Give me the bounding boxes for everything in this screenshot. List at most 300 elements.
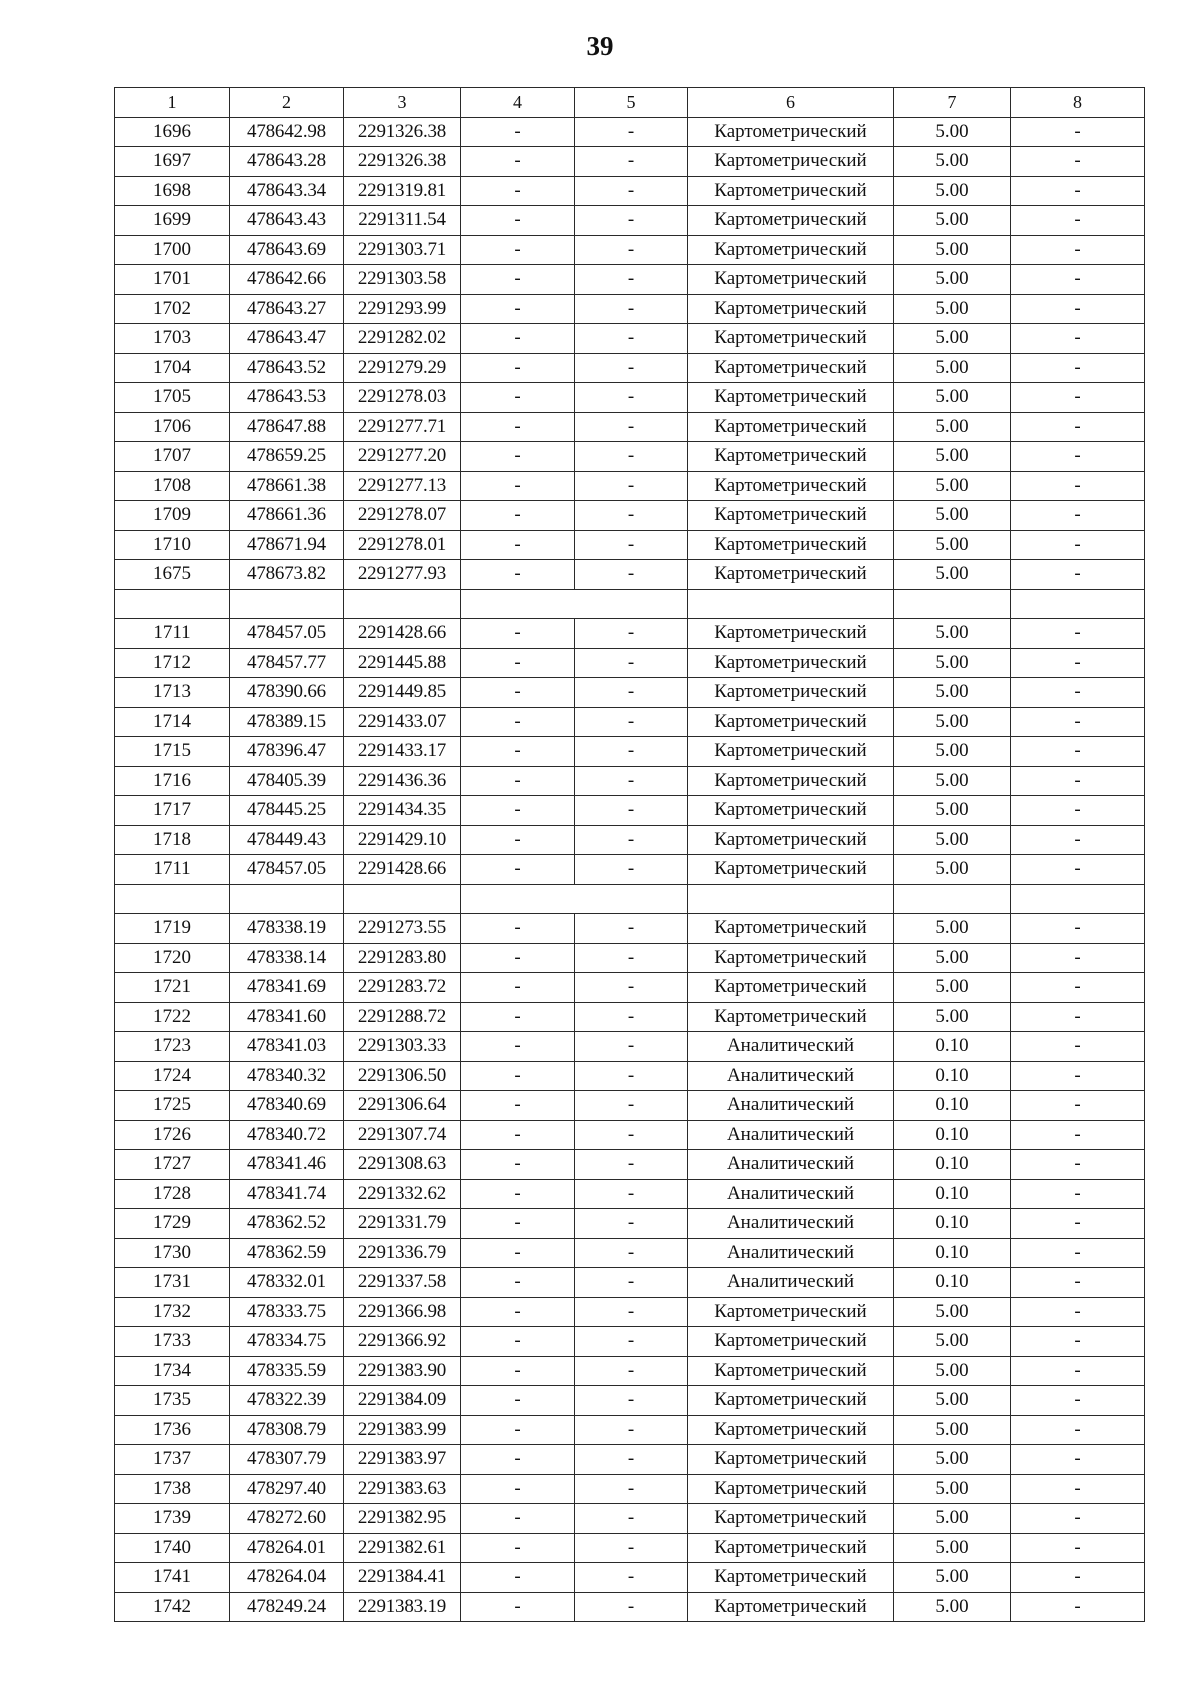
column-5-cell: - — [575, 1091, 688, 1121]
x-coordinate-cell: 478272.60 — [230, 1504, 344, 1534]
separator-row — [115, 589, 1145, 619]
accuracy-cell: 5.00 — [894, 1445, 1011, 1475]
column-4-cell: - — [461, 1091, 575, 1121]
y-coordinate-cell: 2291306.50 — [344, 1061, 461, 1091]
table-row — [115, 442, 1145, 472]
empty-cell — [230, 589, 344, 619]
column-8-cell: - — [1011, 1297, 1145, 1327]
accuracy-cell: 5.00 — [894, 412, 1011, 442]
y-coordinate-cell: 2291303.33 — [344, 1032, 461, 1062]
empty-cell — [1011, 589, 1145, 619]
column-8-cell: - — [1011, 294, 1145, 324]
table-row — [115, 1061, 1145, 1091]
column-5-cell: - — [575, 147, 688, 177]
point-number-cell: 1718 — [115, 825, 230, 855]
point-number-cell: 1736 — [115, 1415, 230, 1445]
table-row — [115, 501, 1145, 531]
column-8-cell: - — [1011, 648, 1145, 678]
x-coordinate-cell: 478671.94 — [230, 530, 344, 560]
y-coordinate-cell: 2291383.63 — [344, 1474, 461, 1504]
point-number-cell: 1741 — [115, 1563, 230, 1593]
point-number-cell: 1737 — [115, 1445, 230, 1475]
table-header — [115, 88, 1145, 118]
accuracy-cell: 5.00 — [894, 855, 1011, 885]
column-5-cell: - — [575, 324, 688, 354]
header-cell: 8 — [1011, 88, 1145, 118]
accuracy-cell: 5.00 — [894, 1592, 1011, 1622]
column-5-cell: - — [575, 1592, 688, 1622]
y-coordinate-cell: 2291278.03 — [344, 383, 461, 413]
table-row — [115, 648, 1145, 678]
x-coordinate-cell: 478335.59 — [230, 1356, 344, 1386]
accuracy-cell: 5.00 — [894, 206, 1011, 236]
point-number-cell: 1709 — [115, 501, 230, 531]
point-number-cell: 1705 — [115, 383, 230, 413]
accuracy-cell: 0.10 — [894, 1209, 1011, 1239]
column-8-cell: - — [1011, 973, 1145, 1003]
column-5-cell: - — [575, 1445, 688, 1475]
method-cell: Картометрический — [688, 442, 894, 472]
accuracy-cell: 5.00 — [894, 678, 1011, 708]
point-number-cell: 1714 — [115, 707, 230, 737]
column-4-cell: - — [461, 678, 575, 708]
y-coordinate-cell: 2291293.99 — [344, 294, 461, 324]
table-row — [115, 1120, 1145, 1150]
table-row — [115, 914, 1145, 944]
x-coordinate-cell: 478264.01 — [230, 1533, 344, 1563]
table-row — [115, 1209, 1145, 1239]
column-5-cell: - — [575, 1504, 688, 1534]
x-coordinate-cell: 478341.46 — [230, 1150, 344, 1180]
point-number-cell: 1712 — [115, 648, 230, 678]
point-number-cell: 1697 — [115, 147, 230, 177]
y-coordinate-cell: 2291282.02 — [344, 324, 461, 354]
point-number-cell: 1725 — [115, 1091, 230, 1121]
column-4-cell: - — [461, 206, 575, 236]
y-coordinate-cell: 2291303.71 — [344, 235, 461, 265]
column-5-cell: - — [575, 1209, 688, 1239]
method-cell: Картометрический — [688, 294, 894, 324]
accuracy-cell: 5.00 — [894, 973, 1011, 1003]
point-number-cell: 1704 — [115, 353, 230, 383]
y-coordinate-cell: 2291283.80 — [344, 943, 461, 973]
header-cell: 4 — [461, 88, 575, 118]
column-8-cell: - — [1011, 1533, 1145, 1563]
y-coordinate-cell: 2291283.72 — [344, 973, 461, 1003]
table-row — [115, 1032, 1145, 1062]
column-4-cell: - — [461, 1268, 575, 1298]
y-coordinate-cell: 2291449.85 — [344, 678, 461, 708]
method-cell: Картометрический — [688, 353, 894, 383]
column-4-cell: - — [461, 1474, 575, 1504]
method-cell: Аналитический — [688, 1091, 894, 1121]
x-coordinate-cell: 478642.66 — [230, 265, 344, 295]
column-4-cell: - — [461, 265, 575, 295]
column-4-cell: - — [461, 412, 575, 442]
column-4-cell: - — [461, 1592, 575, 1622]
accuracy-cell: 5.00 — [894, 530, 1011, 560]
table-row — [115, 176, 1145, 206]
x-coordinate-cell: 478396.47 — [230, 737, 344, 767]
x-coordinate-cell: 478389.15 — [230, 707, 344, 737]
column-8-cell: - — [1011, 383, 1145, 413]
column-5-cell: - — [575, 294, 688, 324]
y-coordinate-cell: 2291308.63 — [344, 1150, 461, 1180]
method-cell: Аналитический — [688, 1061, 894, 1091]
table-row — [115, 560, 1145, 590]
method-cell: Картометрический — [688, 1297, 894, 1327]
accuracy-cell: 5.00 — [894, 176, 1011, 206]
y-coordinate-cell: 2291307.74 — [344, 1120, 461, 1150]
accuracy-cell: 0.10 — [894, 1091, 1011, 1121]
column-4-cell: - — [461, 1504, 575, 1534]
method-cell: Картометрический — [688, 324, 894, 354]
table-row — [115, 294, 1145, 324]
header-cell: 7 — [894, 88, 1011, 118]
column-8-cell: - — [1011, 265, 1145, 295]
accuracy-cell: 5.00 — [894, 943, 1011, 973]
column-8-cell: - — [1011, 1150, 1145, 1180]
table-row — [115, 973, 1145, 1003]
column-5-cell: - — [575, 1002, 688, 1032]
column-4-cell: - — [461, 1297, 575, 1327]
y-coordinate-cell: 2291429.10 — [344, 825, 461, 855]
y-coordinate-cell: 2291288.72 — [344, 1002, 461, 1032]
column-4-cell: - — [461, 1238, 575, 1268]
method-cell: Аналитический — [688, 1032, 894, 1062]
column-8-cell: - — [1011, 825, 1145, 855]
column-5-cell: - — [575, 1386, 688, 1416]
column-4-cell: - — [461, 1356, 575, 1386]
column-4-cell: - — [461, 1415, 575, 1445]
column-4-cell: - — [461, 1386, 575, 1416]
table-row — [115, 117, 1145, 147]
method-cell: Картометрический — [688, 973, 894, 1003]
column-5-cell: - — [575, 766, 688, 796]
table-row — [115, 1297, 1145, 1327]
method-cell: Картометрический — [688, 737, 894, 767]
y-coordinate-cell: 2291278.07 — [344, 501, 461, 531]
x-coordinate-cell: 478362.59 — [230, 1238, 344, 1268]
column-8-cell: - — [1011, 678, 1145, 708]
point-number-cell: 1702 — [115, 294, 230, 324]
column-8-cell: - — [1011, 176, 1145, 206]
column-8-cell: - — [1011, 1209, 1145, 1239]
table-row — [115, 619, 1145, 649]
method-cell: Аналитический — [688, 1268, 894, 1298]
x-coordinate-cell: 478341.03 — [230, 1032, 344, 1062]
column-8-cell: - — [1011, 766, 1145, 796]
accuracy-cell: 5.00 — [894, 1002, 1011, 1032]
table-row — [115, 324, 1145, 354]
method-cell: Картометрический — [688, 619, 894, 649]
column-5-cell: - — [575, 855, 688, 885]
accuracy-cell: 5.00 — [894, 353, 1011, 383]
header-cell: 1 — [115, 88, 230, 118]
column-5-cell: - — [575, 1061, 688, 1091]
table-row — [115, 206, 1145, 236]
x-coordinate-cell: 478643.69 — [230, 235, 344, 265]
column-8-cell: - — [1011, 1327, 1145, 1357]
column-8-cell: - — [1011, 619, 1145, 649]
accuracy-cell: 5.00 — [894, 560, 1011, 590]
x-coordinate-cell: 478659.25 — [230, 442, 344, 472]
table-row — [115, 766, 1145, 796]
column-8-cell: - — [1011, 1445, 1145, 1475]
accuracy-cell: 5.00 — [894, 1504, 1011, 1534]
column-8-cell: - — [1011, 353, 1145, 383]
x-coordinate-cell: 478341.60 — [230, 1002, 344, 1032]
accuracy-cell: 5.00 — [894, 501, 1011, 531]
y-coordinate-cell: 2291319.81 — [344, 176, 461, 206]
column-8-cell: - — [1011, 1238, 1145, 1268]
y-coordinate-cell: 2291383.90 — [344, 1356, 461, 1386]
column-4-cell: - — [461, 1002, 575, 1032]
x-coordinate-cell: 478643.53 — [230, 383, 344, 413]
point-number-cell: 1729 — [115, 1209, 230, 1239]
column-4-cell: - — [461, 1150, 575, 1180]
accuracy-cell: 5.00 — [894, 471, 1011, 501]
empty-cell — [344, 884, 461, 914]
method-cell: Картометрический — [688, 412, 894, 442]
y-coordinate-cell: 2291382.95 — [344, 1504, 461, 1534]
column-4-cell: - — [461, 825, 575, 855]
accuracy-cell: 5.00 — [894, 265, 1011, 295]
column-8-cell: - — [1011, 1592, 1145, 1622]
method-cell: Аналитический — [688, 1120, 894, 1150]
x-coordinate-cell: 478340.72 — [230, 1120, 344, 1150]
method-cell: Картометрический — [688, 117, 894, 147]
y-coordinate-cell: 2291311.54 — [344, 206, 461, 236]
point-number-cell: 1733 — [115, 1327, 230, 1357]
column-5-cell: - — [575, 235, 688, 265]
table-row — [115, 1533, 1145, 1563]
y-coordinate-cell: 2291326.38 — [344, 117, 461, 147]
column-5-cell: - — [575, 265, 688, 295]
column-8-cell: - — [1011, 530, 1145, 560]
method-cell: Картометрический — [688, 1415, 894, 1445]
accuracy-cell: 5.00 — [894, 1386, 1011, 1416]
accuracy-cell: 5.00 — [894, 766, 1011, 796]
page-number: 39 — [586, 31, 614, 61]
column-4-cell: - — [461, 914, 575, 944]
table-row — [115, 796, 1145, 826]
column-4-cell: - — [461, 766, 575, 796]
header-row — [115, 88, 1145, 118]
x-coordinate-cell: 478457.77 — [230, 648, 344, 678]
accuracy-cell: 5.00 — [894, 235, 1011, 265]
accuracy-cell: 0.10 — [894, 1120, 1011, 1150]
table-row — [115, 1179, 1145, 1209]
column-5-cell: - — [575, 1297, 688, 1327]
empty-cell — [688, 884, 894, 914]
x-coordinate-cell: 478445.25 — [230, 796, 344, 826]
point-number-cell: 1739 — [115, 1504, 230, 1534]
column-4-cell: - — [461, 707, 575, 737]
column-4-cell: - — [461, 294, 575, 324]
y-coordinate-cell: 2291433.07 — [344, 707, 461, 737]
accuracy-cell: 0.10 — [894, 1268, 1011, 1298]
table-row — [115, 147, 1145, 177]
method-cell: Картометрический — [688, 501, 894, 531]
method-cell: Картометрический — [688, 855, 894, 885]
empty-cell — [1011, 884, 1145, 914]
table-row — [115, 530, 1145, 560]
column-4-cell: - — [461, 147, 575, 177]
x-coordinate-cell: 478647.88 — [230, 412, 344, 442]
column-4-cell: - — [461, 501, 575, 531]
table-row — [115, 1563, 1145, 1593]
empty-cell — [894, 884, 1011, 914]
column-5-cell: - — [575, 678, 688, 708]
column-5-cell: - — [575, 117, 688, 147]
x-coordinate-cell: 478457.05 — [230, 855, 344, 885]
column-4-cell: - — [461, 619, 575, 649]
column-5-cell: - — [575, 560, 688, 590]
column-8-cell: - — [1011, 560, 1145, 590]
column-4-cell: - — [461, 648, 575, 678]
table-row — [115, 1474, 1145, 1504]
column-8-cell: - — [1011, 1120, 1145, 1150]
column-5-cell: - — [575, 1474, 688, 1504]
accuracy-cell: 0.10 — [894, 1061, 1011, 1091]
table-row — [115, 1415, 1145, 1445]
column-5-cell: - — [575, 471, 688, 501]
table-row — [115, 471, 1145, 501]
column-4-cell: - — [461, 737, 575, 767]
column-8-cell: - — [1011, 501, 1145, 531]
point-number-cell: 1724 — [115, 1061, 230, 1091]
table-row — [115, 1091, 1145, 1121]
point-number-cell: 1703 — [115, 324, 230, 354]
column-8-cell: - — [1011, 1002, 1145, 1032]
point-number-cell: 1722 — [115, 1002, 230, 1032]
y-coordinate-cell: 2291428.66 — [344, 619, 461, 649]
point-number-cell: 1735 — [115, 1386, 230, 1416]
column-5-cell: - — [575, 176, 688, 206]
accuracy-cell: 5.00 — [894, 442, 1011, 472]
column-5-cell: - — [575, 1415, 688, 1445]
point-number-cell: 1727 — [115, 1150, 230, 1180]
point-number-cell: 1721 — [115, 973, 230, 1003]
y-coordinate-cell: 2291384.09 — [344, 1386, 461, 1416]
column-8-cell: - — [1011, 943, 1145, 973]
column-8-cell: - — [1011, 471, 1145, 501]
header-cell: 3 — [344, 88, 461, 118]
table-row — [115, 1356, 1145, 1386]
column-4-cell: - — [461, 235, 575, 265]
column-4-cell: - — [461, 1445, 575, 1475]
column-4-cell: - — [461, 117, 575, 147]
point-number-cell: 1711 — [115, 619, 230, 649]
table-row — [115, 1150, 1145, 1180]
empty-cell — [461, 884, 688, 914]
column-8-cell: - — [1011, 737, 1145, 767]
x-coordinate-cell: 478673.82 — [230, 560, 344, 590]
point-number-cell: 1700 — [115, 235, 230, 265]
header-cell: 6 — [688, 88, 894, 118]
x-coordinate-cell: 478457.05 — [230, 619, 344, 649]
method-cell: Картометрический — [688, 1356, 894, 1386]
x-coordinate-cell: 478643.34 — [230, 176, 344, 206]
column-5-cell: - — [575, 973, 688, 1003]
x-coordinate-cell: 478340.32 — [230, 1061, 344, 1091]
method-cell: Картометрический — [688, 265, 894, 295]
column-4-cell: - — [461, 471, 575, 501]
method-cell: Картометрический — [688, 530, 894, 560]
column-4-cell: - — [461, 383, 575, 413]
table-row — [115, 265, 1145, 295]
y-coordinate-cell: 2291428.66 — [344, 855, 461, 885]
accuracy-cell: 0.10 — [894, 1150, 1011, 1180]
point-number-cell: 1731 — [115, 1268, 230, 1298]
column-8-cell: - — [1011, 442, 1145, 472]
accuracy-cell: 5.00 — [894, 914, 1011, 944]
column-5-cell: - — [575, 1268, 688, 1298]
y-coordinate-cell: 2291384.41 — [344, 1563, 461, 1593]
point-number-cell: 1723 — [115, 1032, 230, 1062]
column-4-cell: - — [461, 1179, 575, 1209]
column-4-cell: - — [461, 353, 575, 383]
point-number-cell: 1711 — [115, 855, 230, 885]
column-5-cell: - — [575, 442, 688, 472]
accuracy-cell: 5.00 — [894, 707, 1011, 737]
accuracy-cell: 5.00 — [894, 1533, 1011, 1563]
method-cell: Аналитический — [688, 1179, 894, 1209]
point-number-cell: 1701 — [115, 265, 230, 295]
x-coordinate-cell: 478338.14 — [230, 943, 344, 973]
column-4-cell: - — [461, 324, 575, 354]
point-number-cell: 1708 — [115, 471, 230, 501]
column-5-cell: - — [575, 1120, 688, 1150]
column-5-cell: - — [575, 1563, 688, 1593]
table-row — [115, 707, 1145, 737]
accuracy-cell: 5.00 — [894, 294, 1011, 324]
method-cell: Картометрический — [688, 1592, 894, 1622]
table-row — [115, 383, 1145, 413]
x-coordinate-cell: 478334.75 — [230, 1327, 344, 1357]
y-coordinate-cell: 2291306.64 — [344, 1091, 461, 1121]
point-number-cell: 1716 — [115, 766, 230, 796]
x-coordinate-cell: 478362.52 — [230, 1209, 344, 1239]
column-5-cell: - — [575, 353, 688, 383]
method-cell: Аналитический — [688, 1238, 894, 1268]
column-8-cell: - — [1011, 1032, 1145, 1062]
method-cell: Картометрический — [688, 796, 894, 826]
column-5-cell: - — [575, 914, 688, 944]
empty-cell — [115, 884, 230, 914]
method-cell: Картометрический — [688, 176, 894, 206]
column-5-cell: - — [575, 1179, 688, 1209]
table-row — [115, 1238, 1145, 1268]
accuracy-cell: 5.00 — [894, 1563, 1011, 1593]
method-cell: Аналитический — [688, 1209, 894, 1239]
point-number-cell: 1713 — [115, 678, 230, 708]
table-row — [115, 1592, 1145, 1622]
column-4-cell: - — [461, 176, 575, 206]
y-coordinate-cell: 2291337.58 — [344, 1268, 461, 1298]
column-5-cell: - — [575, 412, 688, 442]
table-body — [115, 117, 1145, 1622]
x-coordinate-cell: 478341.74 — [230, 1179, 344, 1209]
method-cell: Картометрический — [688, 1563, 894, 1593]
column-4-cell: - — [461, 973, 575, 1003]
method-cell: Аналитический — [688, 1150, 894, 1180]
column-4-cell: - — [461, 560, 575, 590]
separator-row — [115, 884, 1145, 914]
table-row — [115, 1268, 1145, 1298]
method-cell: Картометрический — [688, 766, 894, 796]
